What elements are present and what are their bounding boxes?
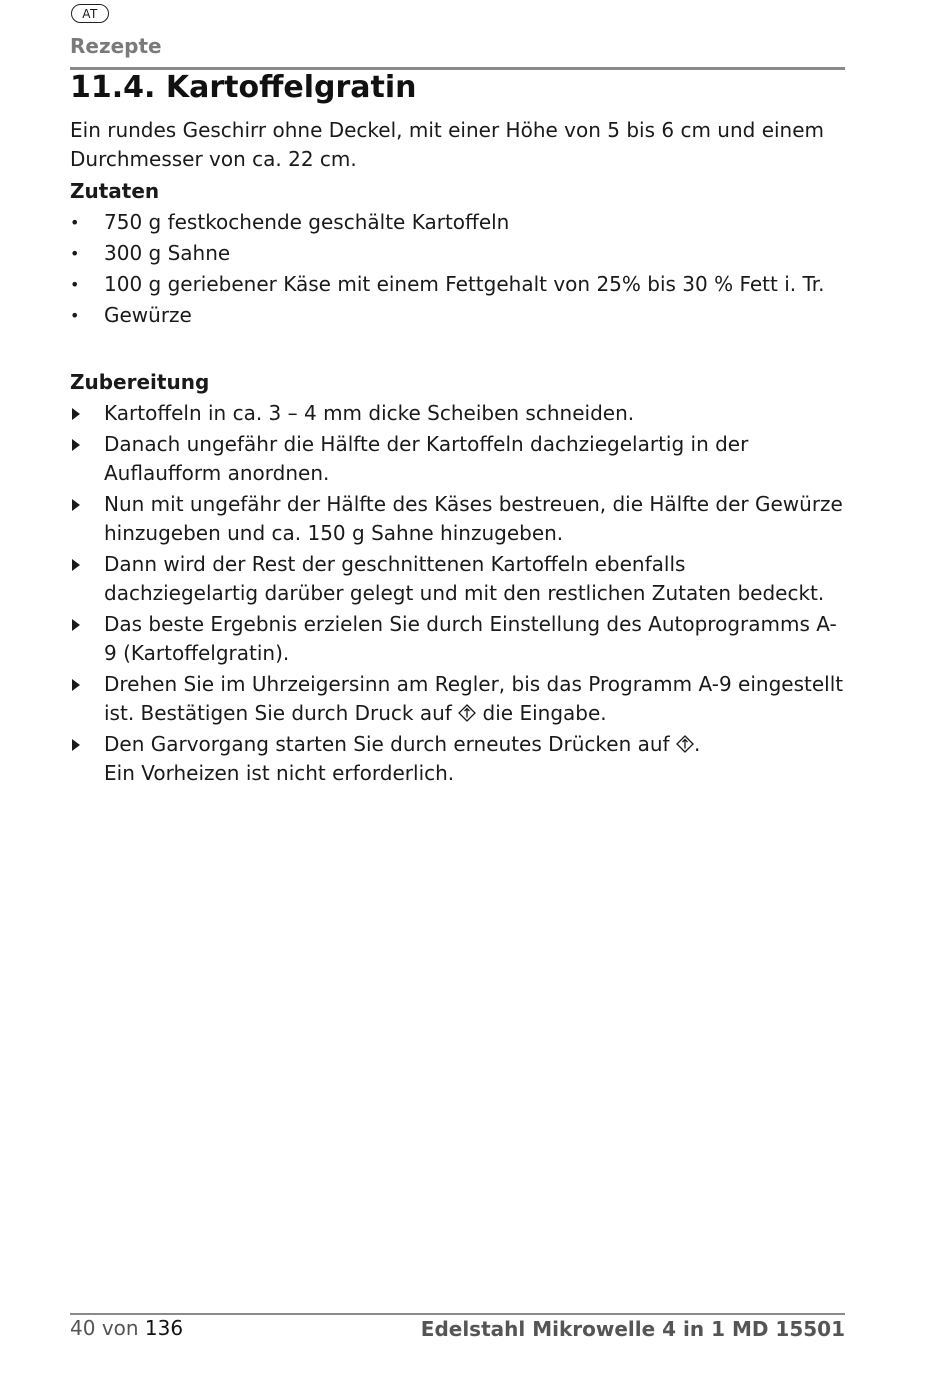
- footer-divider: [70, 1313, 845, 1315]
- arrow-right-icon: [72, 739, 80, 751]
- country-badge: AT: [71, 4, 109, 23]
- list-item: [70, 270, 845, 299]
- step-text-part: Den Garvorgang starten Sie durch erneutes Drücken auf: [104, 732, 676, 756]
- bullet-icon: •: [70, 244, 80, 263]
- preparation-heading: Zubereitung: [70, 370, 210, 394]
- arrow-right-icon: [72, 559, 80, 571]
- page-title: 11.4. Kartoffelgratin: [70, 70, 417, 105]
- list-item: [70, 490, 845, 548]
- list-item: [70, 730, 845, 788]
- section-label: Rezepte: [70, 34, 162, 58]
- step-text-part: .: [693, 732, 701, 756]
- step-text: Nun mit ungefähr der Hälfte des Käses bestreuen, die Hälfte der Gewürze hinzugeben und ca. 150 g Sahne hinzugeben.: [104, 492, 843, 545]
- ingredient-text: Gewürze: [104, 303, 192, 327]
- product-name: Edelstahl Mikrowelle 4 in 1 MD 15501: [420, 1317, 845, 1341]
- start-icon: [458, 704, 476, 722]
- page-separator: von: [101, 1316, 139, 1340]
- section-gap: [70, 332, 845, 365]
- list-item: [70, 670, 845, 728]
- ingredient-text: 100 g geriebener Käse mit einem Fettgehalt von 25% bis 30 % Fett i. Tr.: [104, 272, 825, 296]
- recipe-content: [70, 116, 845, 790]
- ingredients-list: [70, 208, 845, 330]
- step-text: Kartoffeln in ca. 3 – 4 mm dicke Scheiben schneiden.: [104, 401, 635, 425]
- list-item: [70, 610, 845, 668]
- list-item: [70, 208, 845, 237]
- page-number: 40: [70, 1316, 96, 1340]
- step-text: Dann wird der Rest der geschnittenen Kartoffeln ebenfalls dachziegelartig darüber gelegt und mit den restlichen Zutaten bedeckt.: [104, 552, 825, 605]
- list-item: [70, 550, 845, 608]
- arrow-right-icon: [72, 619, 80, 631]
- page-total: 136: [144, 1316, 184, 1340]
- ingredient-text: 750 g festkochende geschälte Kartoffeln: [104, 210, 510, 234]
- bullet-icon: •: [70, 306, 80, 325]
- list-item: [70, 301, 845, 330]
- step-text: Das beste Ergebnis erzielen Sie durch Einstellung des Autoprogramms A-9 (Kartoffelgratin).: [104, 612, 837, 665]
- ingredients-heading: Zutaten: [70, 179, 160, 203]
- start-icon: [676, 735, 694, 753]
- bullet-icon: •: [70, 213, 80, 232]
- list-item: [70, 239, 845, 268]
- bullet-icon: •: [70, 275, 80, 294]
- intro-text: Ein rundes Geschirr ohne Deckel, mit einer Höhe von 5 bis 6 cm und einem Durchmesser von ca. 22 cm.: [70, 118, 825, 171]
- step-note: Ein Vorheizen ist nicht erforderlich.: [104, 761, 455, 785]
- step-text: [104, 672, 843, 725]
- arrow-right-icon: [72, 439, 80, 451]
- arrow-right-icon: [72, 679, 80, 691]
- list-item: [70, 399, 845, 428]
- list-item: [70, 430, 845, 488]
- step-text: Danach ungefähr die Hälfte der Kartoffeln dachziegelartig in der Auflaufform anordnen.: [104, 432, 749, 485]
- preparation-steps: [70, 399, 845, 788]
- step-text-part: Drehen Sie im Uhrzeigersinn am Regler, bis das Programm A-9 eingestellt ist. Bestätigen Sie durch Druck auf: [104, 672, 844, 725]
- arrow-right-icon: [72, 408, 80, 420]
- step-text-part: die Eingabe.: [476, 701, 607, 725]
- page-indicator: [70, 1316, 183, 1340]
- ingredient-text: 300 g Sahne: [104, 241, 231, 265]
- step-text: [104, 732, 700, 785]
- arrow-right-icon: [72, 499, 80, 511]
